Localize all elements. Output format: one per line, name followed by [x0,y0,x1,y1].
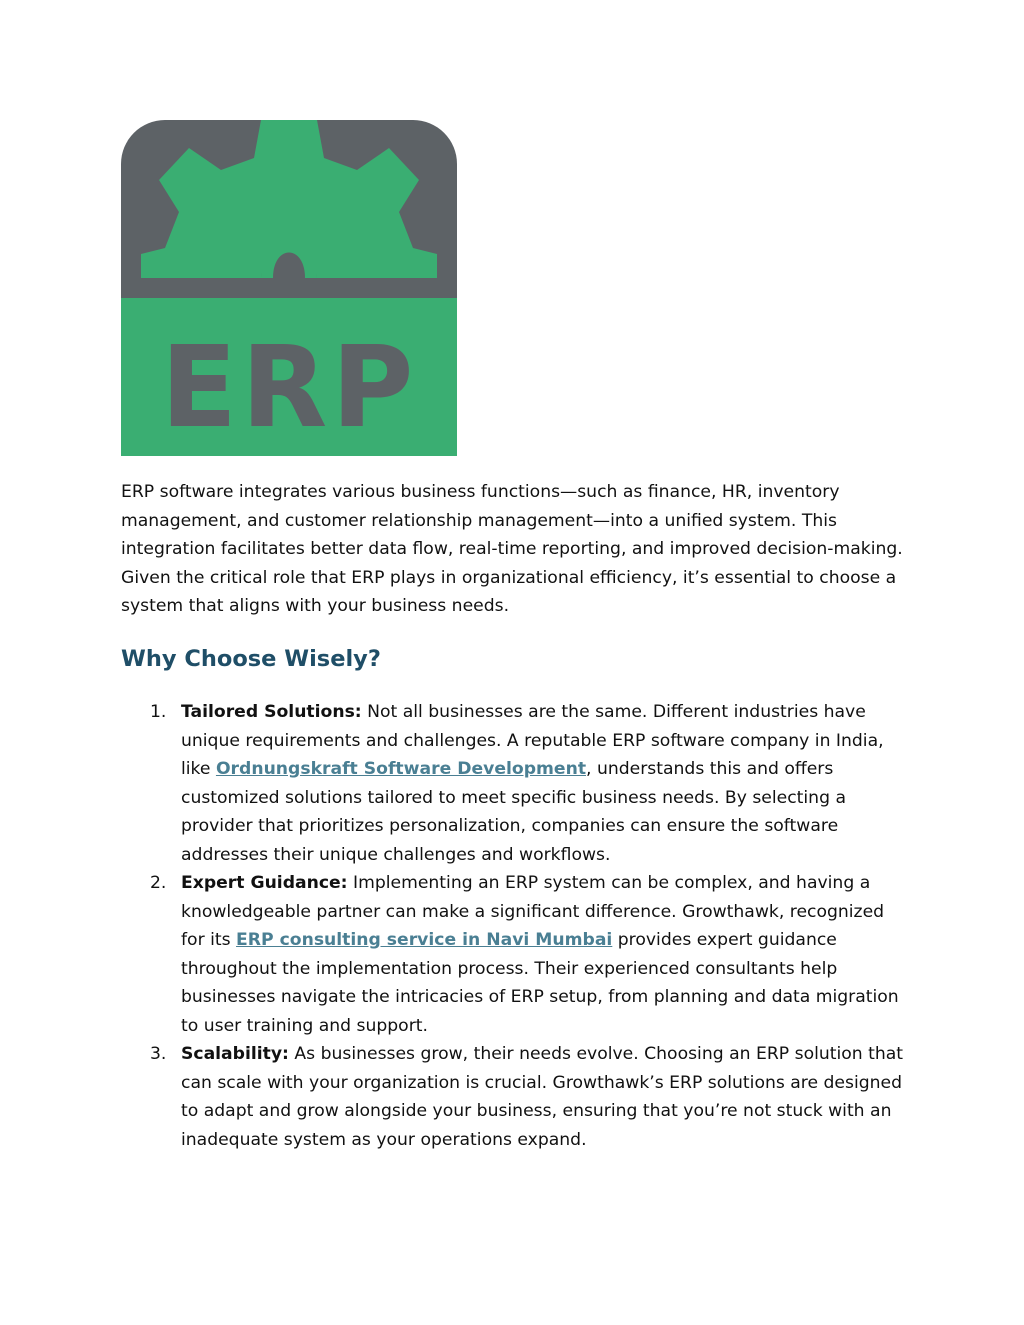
list-item-term: Expert Guidance: [181,873,348,893]
list-number: 3. [150,1044,167,1064]
list-number: 2. [150,873,167,893]
list-item-text: , understands this and offers customized solutions tailored to meet specific business needs. By selecting a provider that prioritizes personalization, companies can ensure the software addresses their unique challenges and workflows. [181,759,846,865]
ordnungskraft-link[interactable]: Ordnungskraft Software Development [215,759,587,779]
erp-logo [121,120,457,456]
list-number: 1. [150,702,167,722]
list-item [150,869,909,1040]
list-item [150,698,909,869]
list-item-term: Scalability: [181,1044,289,1064]
list-item-text: provides expert guidance throughout the implementation process. Their experienced consultants help businesses navigate the intricacies of ERP setup, from planning and data migration to user training and support. [181,930,899,1036]
list-item-text: Not all businesses are the same. Different industries have unique requirements and challenges. A reputable ERP software company in India, like [181,702,884,779]
erp-gear-logo-icon [121,120,457,456]
list-item-term: Tailored Solutions: [181,702,362,722]
erp-logo-text: ERP [160,323,418,453]
list-item-text: Implementing an ERP system can be complex, and having a knowledgeable partner can make a significant difference. Growthawk, recognized for its [181,873,885,950]
reasons-list [0,698,1024,1154]
list-item-text: As businesses grow, their needs evolve. Choosing an ERP solution that can scale with your organization is crucial. Growthawk’s ERP solutions are designed to adapt and grow alongside your business, ensuring that you’re not stuck with an inadequate system as your operations expand. [181,1044,904,1150]
section-heading: Why Choose Wisely? [121,646,381,672]
intro-paragraph: ERP software integrates various business functions—such as finance, HR, inventory management, and customer relationship management—into a unified system. This integration facilitates better data flow, real-time reporting, and improved decision-making. Given the critical role that ERP plays in organizational efficiency, it’s essential to choose a system that aligns with your business needs. [121,482,903,616]
erp-consulting-link[interactable]: ERP consulting service in Navi Mumbai [236,930,613,950]
list-item [150,1040,909,1154]
